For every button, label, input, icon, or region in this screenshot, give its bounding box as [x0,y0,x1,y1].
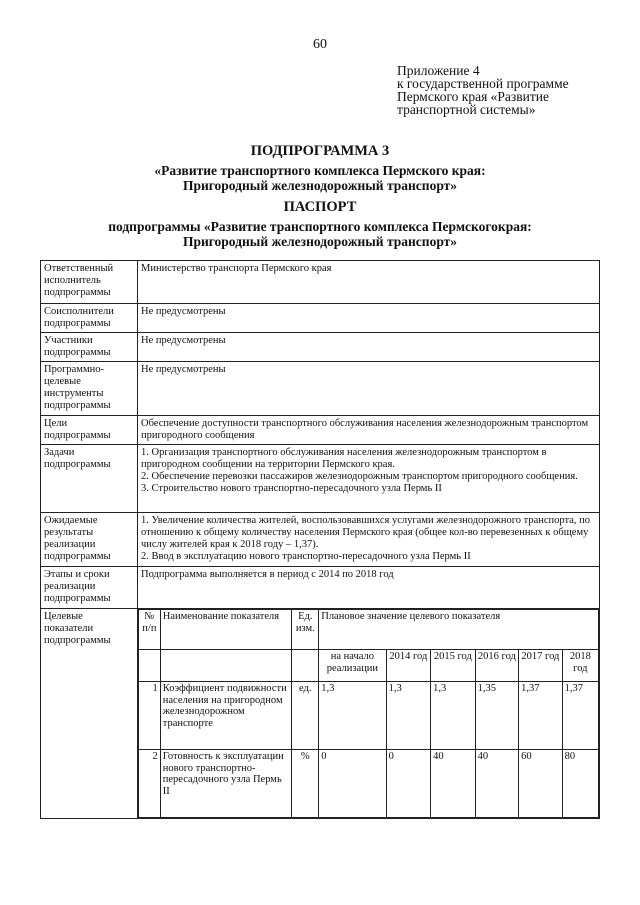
header-unit: Ед. изм. [292,610,319,650]
header-num: № п/п [139,610,161,650]
task-item-2: 2. Обеспечение перевозки пассажиров железнодорожным транспортом пригородного сообщения. [141,471,578,482]
indicator-value: 1,3 [386,682,431,750]
result-item-2: 2. Ввод в эксплуатацию нового транспортно-пересадочного узла Пермь II [141,551,471,562]
row-value: Министерство транспорта Пермского края [138,261,600,304]
row-label: Ожидаемые результаты реализации подпрограммы [41,513,138,567]
indicator-unit: % [292,750,319,818]
row-stages [41,567,600,609]
indicator-value: 40 [431,750,476,818]
empty-cell [292,650,319,682]
indicator-cell [138,609,600,819]
passport-title-line-2: Пригородный железнодорожный транспорт» [182,234,458,249]
indicator-table [138,609,599,818]
row-responsible [41,261,600,304]
indicator-value: 80 [562,750,598,818]
passport-heading: ПАСПОРТ [283,199,357,215]
appendix-line-4: транспортной системы» [397,102,536,117]
row-value: Обеспечение доступности транспортного обслуживания населения железнодорожным транспортом пригородного сообщения [138,416,600,445]
indicator-name: Коэффициент подвижности населения на пригородном железнодорожном транспорте [160,682,292,750]
header-name: Наименование показателя [160,610,292,650]
indicator-header-row [139,610,599,650]
row-label: Программно-целевые инструменты подпрограммы [41,362,138,416]
row-label: Задачи подпрограммы [41,445,138,513]
row-value [138,445,600,513]
row-results [41,513,600,567]
empty-cell [139,650,161,682]
indicator-value: 1,3 [319,682,386,750]
indicator-value: 1,35 [475,682,519,750]
row-tasks [41,445,600,513]
appendix-line-1: Приложение 4 [397,63,480,78]
indicator-value: 40 [475,750,519,818]
year-header: 2018 год [562,650,598,682]
row-label: Соисполнители подпрограммы [41,304,138,333]
subprogram-heading: ПОДПРОГРАММА 3 [250,143,390,159]
subprogram-title [0,163,640,193]
indicator-value: 0 [386,750,431,818]
result-item-1: 1. Увеличение количества жителей, воспользовавшихся услугами железнодорожного транспорта, по отношению к общему количеству населения Пермского края (общее кол-во перевезенных к общему числу жителей края к 2018 году – 1,37). [141,515,591,550]
indicator-name: Готовность к эксплуатации нового транспортно-пересадочного узла Пермь II [160,750,292,818]
passport-title-line-1: подпрограммы «Развитие транспортного комплекса Пермскогокрая: [108,219,532,234]
header-plan: Плановое значение целевого показателя [319,610,599,650]
indicator-row-1 [139,682,599,750]
empty-cell [160,650,292,682]
appendix-note [397,64,612,116]
appendix-line-3: Пермского края «Развитие [397,89,549,104]
indicator-value: 1,37 [562,682,598,750]
row-label: Ответственный исполнитель подпрограммы [41,261,138,304]
row-num: 2 [139,750,161,818]
subprogram-title-line-2: Пригородный железнодорожный транспорт» [182,178,458,193]
row-instruments [41,362,600,416]
row-label: Целевые показатели подпрограммы [41,609,138,819]
year-header: 2014 год [386,650,431,682]
indicator-value: 1,3 [431,682,476,750]
appendix-line-2: к государственной программе [397,76,569,91]
row-value: Не предусмотрены [138,333,600,362]
passport-title [0,219,640,249]
task-item-3: 3. Строительство нового транспортно-пересадочного узла Пермь II [141,483,442,494]
indicator-unit: ед. [292,682,319,750]
indicator-row-2 [139,750,599,818]
subprogram-title-line-1: «Развитие транспортного комплекса Пермского края: [154,163,486,178]
row-value [138,513,600,567]
row-value: Подпрограмма выполняется в период с 2014 по 2018 год [138,567,600,609]
row-num: 1 [139,682,161,750]
row-label: Цели подпрограммы [41,416,138,445]
year-header: 2016 год [475,650,519,682]
row-coexecutors [41,304,600,333]
passport-table [40,260,600,819]
indicator-value: 1,37 [519,682,563,750]
indicator-years-row [139,650,599,682]
row-goals [41,416,600,445]
year-header: на начало реализации [319,650,386,682]
row-label: Этапы и сроки реализации подпрограммы [41,567,138,609]
task-item-1: 1. Организация транспортного обслуживания населения железнодорожным транспортом в пригородном сообщении на территории Пермского края. [141,447,547,470]
row-indicators [41,609,600,819]
indicator-value: 0 [319,750,386,818]
year-header: 2015 год [431,650,476,682]
row-value: Не предусмотрены [138,304,600,333]
year-header: 2017 год [519,650,563,682]
row-participants [41,333,600,362]
page-number: 60 [313,37,327,52]
row-value: Не предусмотрены [138,362,600,416]
indicator-value: 60 [519,750,563,818]
row-label: Участники подпрограммы [41,333,138,362]
